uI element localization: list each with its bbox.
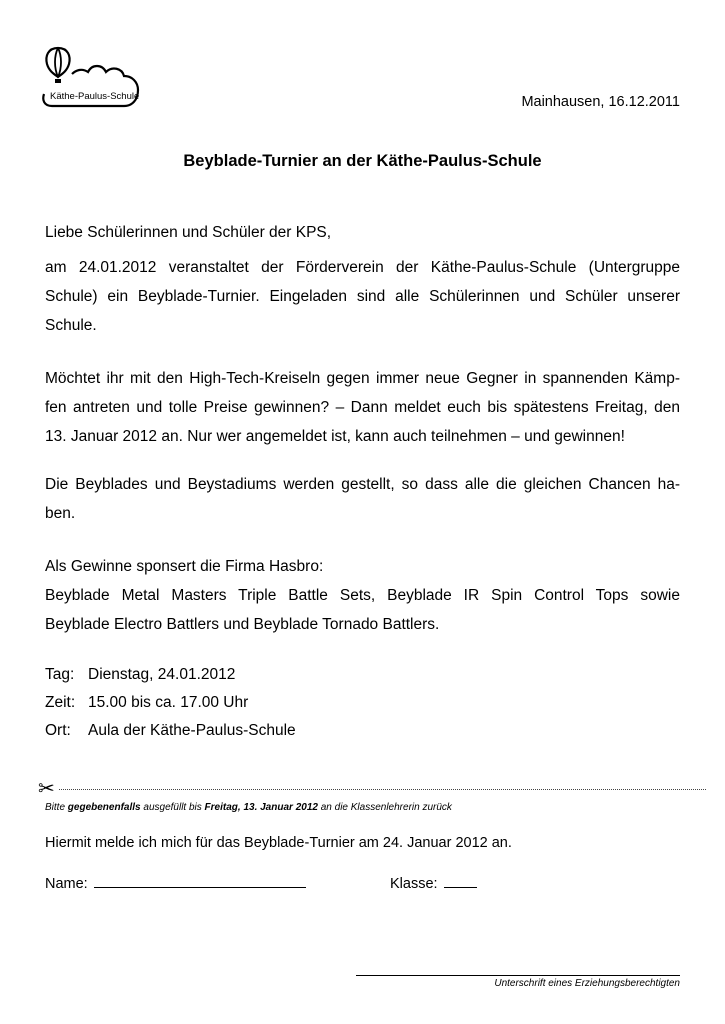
name-field-row <box>45 875 306 892</box>
paragraph-3 <box>45 470 680 528</box>
detail-row-time <box>45 694 248 712</box>
name-field[interactable] <box>94 875 306 888</box>
detail-value: Aula der Käthe-Paulus-Schule <box>88 722 296 739</box>
paragraph-1 <box>45 253 680 340</box>
class-field-row <box>390 875 477 892</box>
registration-statement: Hiermit melde ich mich für das Beyblade-Turnier am 24. Januar 2012 an. <box>45 835 512 851</box>
paragraph-line: Beyblade Metal Masters Triple Battle Sets, Beyblade IR Spin Control Tops sowie <box>45 587 680 604</box>
paragraph-line: ben. <box>45 505 76 522</box>
paragraph-line: Schule) ein Beyblade-Turnier. Eingeladen sind alle Schülerinnen und Schüler unserer <box>45 288 680 305</box>
paragraph-line: fen antreten und tolle Preise gewinnen? – Dann meldet euch bis spätestens Freitag, den <box>45 399 680 416</box>
paragraph-line: Möchtet ihr mit den High-Tech-Kreiseln gegen immer neue Gegner in spannenden Kämp- <box>45 370 680 387</box>
paragraph-line: am 24.01.2012 veranstaltet der Förderverein der Käthe-Paulus-Schule (Untergruppe <box>45 259 680 276</box>
detail-value: 15.00 bis ca. 17.00 Uhr <box>88 694 249 711</box>
balloon-cloud-logo-icon <box>40 44 144 114</box>
paragraph-2 <box>45 364 680 451</box>
note-text: ausgefüllt bis <box>140 802 205 813</box>
scissors-icon: ✂ <box>38 779 58 799</box>
cut-line <box>38 789 706 790</box>
page-title: Beyblade-Turnier an der Käthe-Paulus-Schule <box>183 152 542 170</box>
class-field[interactable] <box>444 875 477 888</box>
note-emphasis: gegebenenfalls <box>67 802 141 813</box>
note-emphasis: Freitag, 13. Januar 2012 <box>204 802 318 813</box>
note-text: an die Klassenlehrerin zurück <box>317 802 452 813</box>
detail-row-day <box>45 666 235 684</box>
class-label: Klasse: <box>390 876 438 892</box>
signature-field[interactable] <box>356 975 680 976</box>
note-text: Bitte <box>45 802 68 813</box>
detail-value: Dienstag, 24.01.2012 <box>88 666 236 683</box>
greeting: Liebe Schülerinnen und Schüler der KPS, <box>45 224 332 241</box>
paragraph-line: Als Gewinne sponsert die Firma Hasbro: <box>45 558 324 575</box>
return-note <box>45 802 452 813</box>
detail-label: Tag: <box>45 666 75 683</box>
paragraph-4 <box>45 552 680 639</box>
detail-row-place <box>45 722 296 740</box>
letter-date: Mainhausen, 16.12.2011 <box>521 94 680 110</box>
name-label: Name: <box>45 876 88 892</box>
signature-caption: Unterschrift eines Erziehungsberechtigten <box>494 978 680 989</box>
detail-label: Zeit: <box>45 694 76 711</box>
detail-label: Ort: <box>45 722 71 739</box>
paragraph-line: Die Beyblades und Beystadiums werden gestellt, so dass alle die gleichen Chancen ha- <box>45 476 680 493</box>
paragraph-line: Beyblade Electro Battlers und Beyblade Tornado Battlers. <box>45 616 440 633</box>
logo-text: Käthe-Paulus-Schule <box>50 91 140 102</box>
paragraph-line: Schule. <box>45 317 97 334</box>
school-logo <box>40 44 144 114</box>
paragraph-line: 13. Januar 2012 an. Nur wer angemeldet ist, kann auch teilnehmen – und gewinnen! <box>45 428 625 445</box>
